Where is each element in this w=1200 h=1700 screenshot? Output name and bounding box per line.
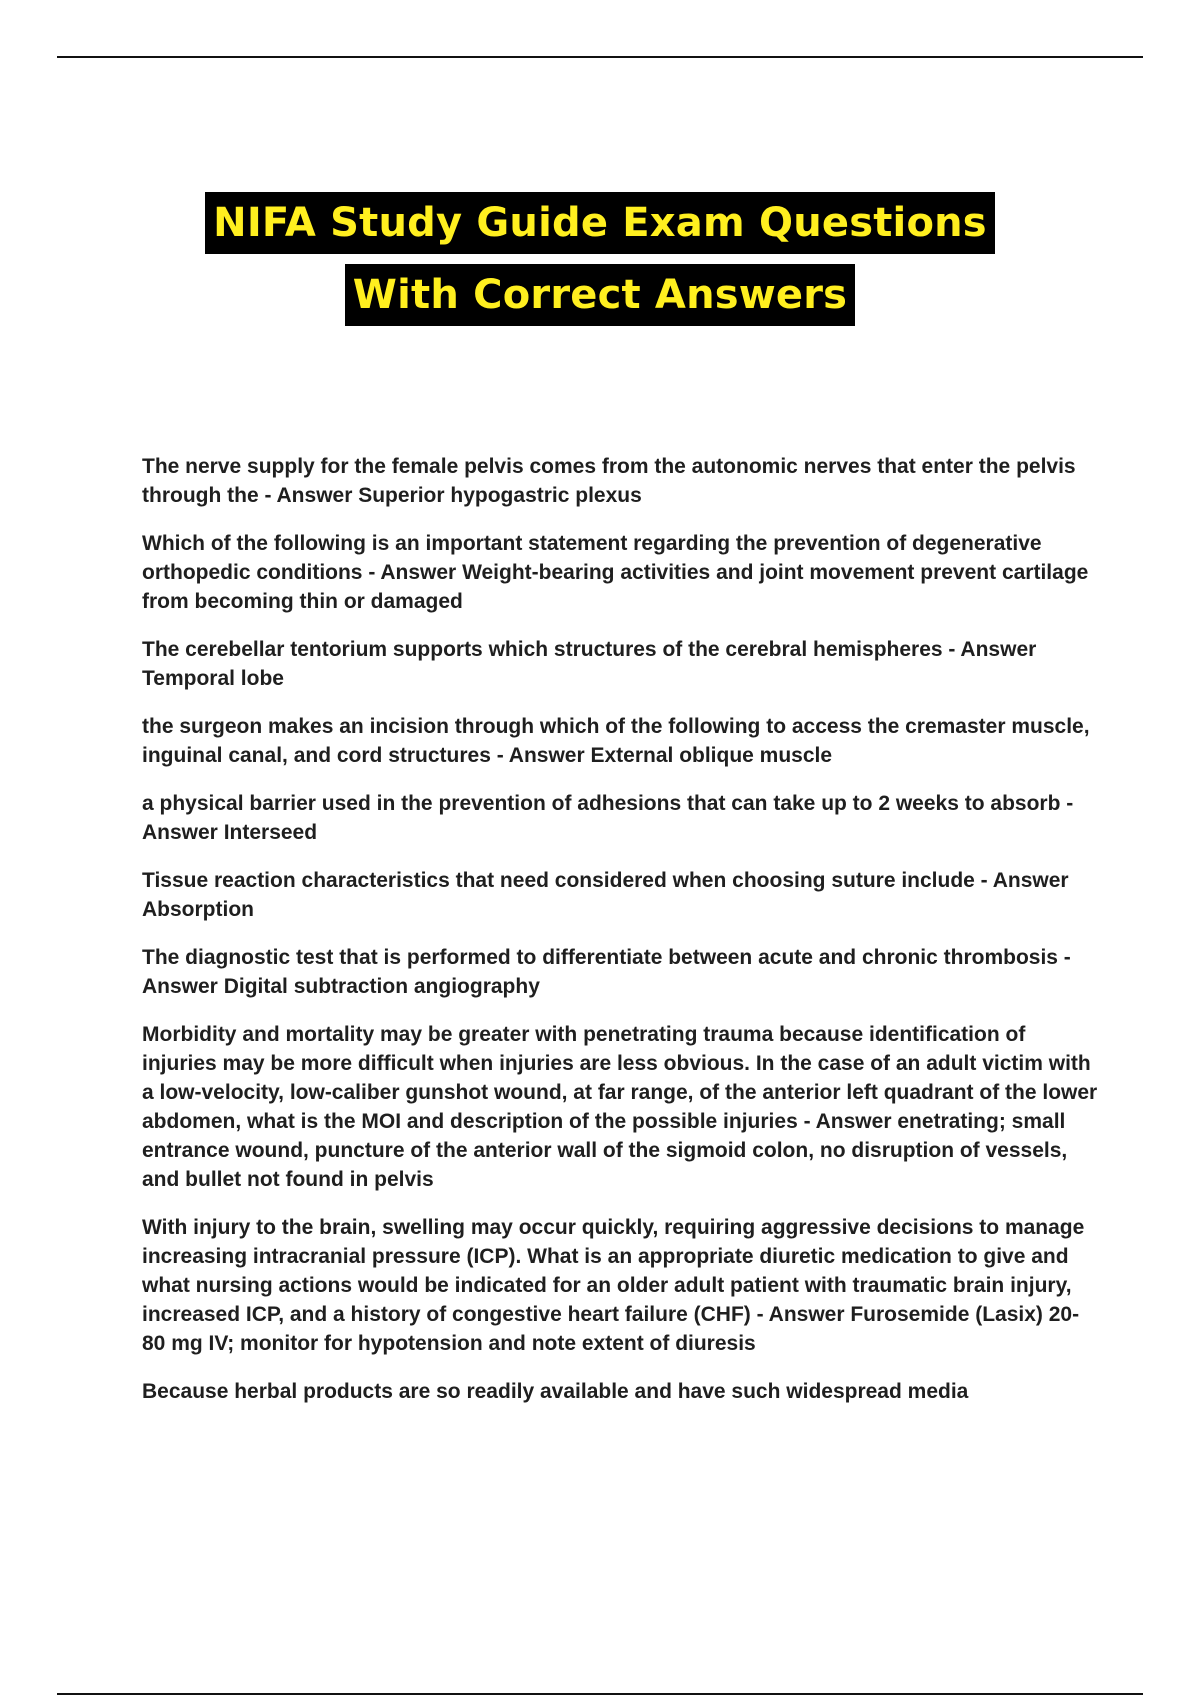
qa-item: The cerebellar tentorium supports which structures of the cerebral hemispheres - Answer Temporal lobe	[142, 638, 1037, 690]
qa-item: the surgeon makes an incision through which of the following to access the cremaster muscle, inguinal canal, and cord structures - Answer External oblique muscle	[142, 715, 1090, 767]
document-title	[0, 192, 1200, 326]
question-answer-list	[142, 452, 1098, 1425]
qa-item: The nerve supply for the female pelvis comes from the autonomic nerves that enter the pelvis through the - Answer Superior hypogastric plexus	[142, 455, 1076, 507]
title-line-1: NIFA Study Guide Exam Questions	[205, 192, 995, 254]
qa-item: With injury to the brain, swelling may occur quickly, requiring aggressive decisions to manage increasing intracranial pressure (ICP). What is an appropriate diuretic medication to give and what nursing actions would be indicated for an older adult patient with traumatic brain injury, increased ICP, and a history of congestive heart failure (CHF) - Answer Furosemide (Lasix) 20-80 mg IV; monitor for hypotension and note extent of diuresis	[142, 1216, 1085, 1355]
qa-item-partial: Because herbal products are so readily available and have such widespread media	[142, 1380, 969, 1403]
header-rule	[57, 56, 1143, 58]
qa-item: a physical barrier used in the prevention of adhesions that can take up to 2 weeks to absorb - Answer Interseed	[142, 792, 1074, 844]
title-line-2: With Correct Answers	[345, 264, 855, 326]
qa-item: The diagnostic test that is performed to differentiate between acute and chronic thrombosis - Answer Digital subtraction angiography	[142, 946, 1071, 998]
footer-rule	[57, 1693, 1143, 1695]
qa-item: Tissue reaction characteristics that need considered when choosing suture include - Answer Absorption	[142, 869, 1069, 921]
qa-item: Which of the following is an important statement regarding the prevention of degenerative orthopedic conditions - Answer Weight-bearing activities and joint movement prevent cartilage from becoming thin or damaged	[142, 532, 1089, 613]
qa-item: Morbidity and mortality may be greater with penetrating trauma because identification of injuries may be more difficult when injuries are less obvious. In the case of an adult victim with a low-velocity, low-caliber gunshot wound, at far range, of the anterior left quadrant of the lower abdomen, what is the MOI and description of the possible injuries - Answer enetrating; small entrance wound, puncture of the anterior wall of the sigmoid colon, no disruption of vessels, and bullet not found in pelvis	[142, 1023, 1098, 1191]
